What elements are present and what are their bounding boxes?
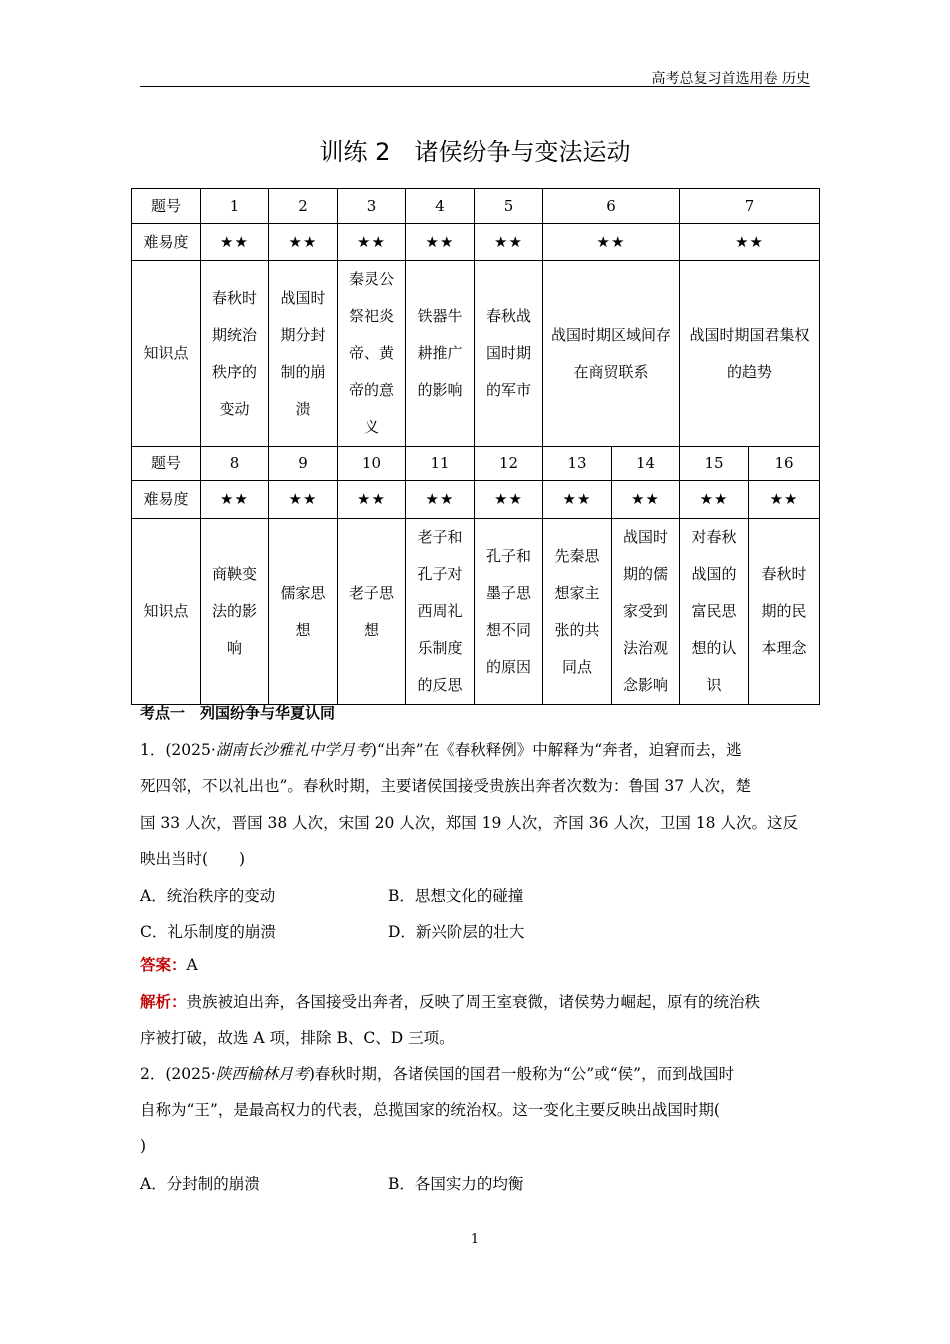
question-text: “出奔”在《春秋释例》中解释为“奔者，迫窘而去，逃 bbox=[376, 741, 742, 759]
analysis-text: 序被打破，故选 A 项，排除 B、C、D 三项。 bbox=[140, 1029, 455, 1047]
difficulty-stars: ★★ bbox=[475, 481, 543, 519]
difficulty-stars: ★★ bbox=[543, 224, 680, 261]
table-row-knowledge-1 bbox=[132, 261, 820, 447]
question-number: 2 bbox=[269, 189, 338, 224]
question-source-open: (2025· bbox=[165, 741, 216, 759]
knowledge-point bbox=[680, 261, 820, 447]
knowledge-point-text: 儒家思想 bbox=[280, 583, 326, 639]
option-b: B．各国实力的均衡 bbox=[388, 1175, 524, 1193]
question-number: 13 bbox=[543, 447, 612, 481]
difficulty-stars: ★★ bbox=[612, 481, 680, 519]
question-number: 7 bbox=[680, 189, 820, 224]
knowledge-point-text: 孔子和墨子思想不同的原因 bbox=[485, 546, 531, 676]
header-cell: 题号 bbox=[132, 189, 201, 224]
difficulty-stars: ★★ bbox=[406, 481, 475, 519]
question-number: 3 bbox=[338, 189, 406, 224]
difficulty-stars: ★★ bbox=[338, 224, 406, 261]
question-source: 陕西榆林月考 bbox=[215, 1065, 309, 1083]
question-source: 湖南长沙雅礼中学月考 bbox=[215, 741, 371, 759]
knowledge-point-text: 战国时期分封制的崩溃 bbox=[280, 288, 326, 418]
knowledge-point bbox=[475, 261, 543, 447]
question-number: 2． bbox=[140, 1065, 166, 1083]
question-number: 11 bbox=[406, 447, 475, 481]
section-heading: 考点一 列国纷争与华夏认同 bbox=[140, 704, 336, 722]
option-b: B．思想文化的碰撞 bbox=[388, 887, 524, 905]
knowledge-table bbox=[131, 188, 820, 705]
knowledge-point bbox=[680, 519, 749, 705]
difficulty-stars: ★★ bbox=[406, 224, 475, 261]
option-c: C．礼乐制度的崩溃 bbox=[140, 923, 276, 941]
knowledge-point bbox=[543, 261, 680, 447]
question-text: 国 33 人次，晋国 38 人次，宋国 20 人次，郑国 19 人次，齐国 36 人次，卫国 18 人次。这反 bbox=[140, 814, 798, 832]
knowledge-point bbox=[269, 519, 338, 705]
question-text: 死四邻，不以礼出也”。春秋时期，主要诸侯国接受贵族出奔者次数为：鲁国 37 人次，楚 bbox=[140, 777, 752, 795]
question-source-close: ) bbox=[308, 1065, 315, 1083]
knowledge-point bbox=[543, 519, 612, 705]
knowledge-point-text: 老子思想 bbox=[348, 583, 394, 639]
knowledge-point-text: 战国时期国君集权的趋势 bbox=[689, 325, 810, 381]
question-number: 14 bbox=[612, 447, 680, 481]
question-number: 1． bbox=[140, 741, 166, 759]
knowledge-point bbox=[406, 519, 475, 705]
question-number: 8 bbox=[201, 447, 269, 481]
header-cell: 难易度 bbox=[132, 481, 201, 519]
table-row-knowledge-2 bbox=[132, 519, 820, 705]
question-number: 9 bbox=[269, 447, 338, 481]
option-a: A．统治秩序的变动 bbox=[140, 887, 276, 905]
table-row-difficulty-2 bbox=[132, 481, 820, 519]
knowledge-point bbox=[406, 261, 475, 447]
header-cell: 知识点 bbox=[132, 519, 201, 705]
question-number: 15 bbox=[680, 447, 749, 481]
analysis-line bbox=[140, 984, 812, 1021]
answer-value: A bbox=[186, 956, 198, 974]
analysis-text: 贵族被迫出奔，各国接受出奔者，反映了周王室衰微，诸侯势力崛起，原有的统治秩 bbox=[186, 993, 761, 1011]
page-title: 训练 2 诸侯纷争与变法运动 bbox=[319, 138, 631, 166]
knowledge-point-text: 战国时期区域间存在商贸联系 bbox=[551, 325, 672, 381]
knowledge-point-text: 对春秋战国的富民思想的认识 bbox=[691, 528, 737, 694]
answer-line bbox=[140, 947, 812, 984]
question-text: 春秋时期，各诸侯国的国君一般称为“公”或“侯”，而到战国时 bbox=[314, 1065, 735, 1083]
difficulty-stars: ★★ bbox=[680, 481, 749, 519]
question-number: 5 bbox=[475, 189, 543, 224]
knowledge-point-text: 春秋战国时期的军市 bbox=[485, 307, 531, 399]
option-d: D．新兴阶层的壮大 bbox=[388, 923, 525, 941]
analysis-label: 解析： bbox=[140, 993, 187, 1011]
option-a: A．分封制的崩溃 bbox=[140, 1175, 260, 1193]
difficulty-stars: ★★ bbox=[543, 481, 612, 519]
knowledge-point-text: 商鞅变法的影响 bbox=[211, 565, 257, 657]
header-rule bbox=[140, 86, 810, 87]
knowledge-point-text: 秦灵公祭祀炎帝、黄帝的意义 bbox=[348, 270, 394, 436]
knowledge-point-text: 春秋时期统治秩序的变动 bbox=[211, 288, 257, 418]
knowledge-point bbox=[475, 519, 543, 705]
table-row-numbers-1 bbox=[132, 189, 820, 224]
difficulty-stars: ★★ bbox=[338, 481, 406, 519]
knowledge-point-text: 老子和孔子对西周礼乐制度的反思 bbox=[417, 528, 463, 694]
table-row-difficulty-1 bbox=[132, 224, 820, 261]
question-text: ) bbox=[140, 1137, 147, 1155]
difficulty-stars: ★★ bbox=[475, 224, 543, 261]
question-number: 16 bbox=[749, 447, 820, 481]
question-text: 映出当时( ) bbox=[140, 850, 246, 868]
difficulty-stars: ★★ bbox=[749, 481, 820, 519]
question-source-close: ) bbox=[370, 741, 377, 759]
difficulty-stars: ★★ bbox=[201, 481, 269, 519]
table-row-numbers-2 bbox=[132, 447, 820, 481]
question-source-open: (2025· bbox=[165, 1065, 216, 1083]
knowledge-point bbox=[338, 519, 406, 705]
header-cell: 难易度 bbox=[132, 224, 201, 261]
knowledge-point bbox=[201, 519, 269, 705]
knowledge-point bbox=[749, 519, 820, 705]
question-number: 1 bbox=[201, 189, 269, 224]
knowledge-point-text: 先秦思想家主张的共同点 bbox=[554, 546, 600, 676]
difficulty-stars: ★★ bbox=[680, 224, 820, 261]
question-1-line bbox=[140, 732, 812, 769]
knowledge-point bbox=[612, 519, 680, 705]
page-number: 1 bbox=[470, 1232, 480, 1247]
question-number: 4 bbox=[406, 189, 475, 224]
question-number: 10 bbox=[338, 447, 406, 481]
knowledge-point-text: 铁器牛耕推广的影响 bbox=[417, 307, 463, 399]
answer-label: 答案： bbox=[140, 956, 187, 974]
question-number: 6 bbox=[543, 189, 680, 224]
difficulty-stars: ★★ bbox=[269, 224, 338, 261]
header-cell: 知识点 bbox=[132, 261, 201, 447]
question-number: 12 bbox=[475, 447, 543, 481]
running-header: 高考总复习首选用卷 历史 bbox=[651, 71, 810, 87]
knowledge-point-text: 春秋时期的民本理念 bbox=[761, 565, 807, 657]
question-2-line bbox=[140, 1056, 812, 1093]
difficulty-stars: ★★ bbox=[201, 224, 269, 261]
header-cell: 题号 bbox=[132, 447, 201, 481]
knowledge-point-text: 战国时期的儒家受到法治观念影响 bbox=[622, 528, 668, 694]
question-text: 自称为“王”，是最高权力的代表，总揽国家的统治权。这一变化主要反映出战国时期( bbox=[140, 1101, 720, 1119]
knowledge-point bbox=[338, 261, 406, 447]
knowledge-point bbox=[269, 261, 338, 447]
knowledge-point bbox=[201, 261, 269, 447]
difficulty-stars: ★★ bbox=[269, 481, 338, 519]
